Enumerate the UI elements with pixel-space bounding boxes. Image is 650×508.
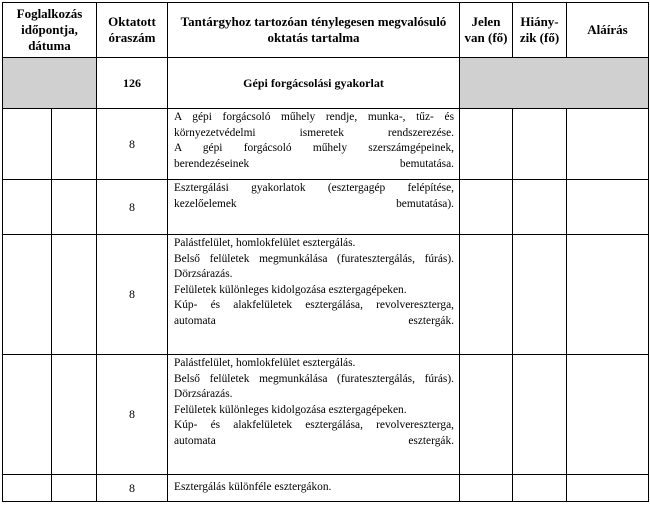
signature-cell[interactable] (567, 355, 649, 475)
date-cell[interactable] (52, 475, 97, 502)
date-cell[interactable] (3, 475, 52, 502)
hours-cell: 8 (97, 109, 168, 180)
absent-cell[interactable] (513, 235, 567, 355)
lesson-log-table (2, 2, 649, 502)
table-row (3, 180, 649, 235)
table-row (3, 475, 649, 502)
content-line: Esztergálási gyakorlatok (esztergagép felépítése, kezelőelemek bemutatása). (174, 182, 454, 210)
header-hours: Oktatott óraszám (97, 3, 168, 58)
section-blank (3, 58, 97, 109)
present-cell[interactable] (460, 109, 513, 180)
date-cell[interactable] (3, 109, 52, 180)
hours-cell: 8 (97, 475, 168, 502)
hours-cell: 8 (97, 180, 168, 235)
table-row (3, 355, 649, 475)
content-cell (168, 475, 460, 502)
signature-cell[interactable] (567, 235, 649, 355)
header-row (3, 3, 649, 58)
content-line: Esztergálás különféle esztergákon. (174, 480, 332, 493)
content-cell (168, 180, 460, 235)
section-blank-right (460, 58, 649, 109)
content-cell (168, 355, 460, 475)
header-content: Tantárgyhoz tartozóan ténylegesen megvalósuló oktatás tartalma (168, 3, 460, 58)
content-line: Belső felületek megmunkálása (furatesztergálás, fúrás). (174, 372, 454, 385)
present-cell[interactable] (460, 475, 513, 502)
content-line: Palástfelület, homlokfelület esztergálás. (174, 357, 356, 369)
absent-cell[interactable] (513, 180, 567, 235)
signature-cell[interactable] (567, 475, 649, 502)
content-line: Kúp- és alakfelületek esztergálása, revolvereszterga, automata esztergák. (174, 419, 454, 447)
content-line: Kúp- és alakfelületek esztergálása, revolvereszterga, automata esztergák. (174, 299, 454, 327)
date-cell[interactable] (52, 235, 97, 355)
content-line: Felületek különleges kidolgozása esztergagépeken. (174, 403, 407, 416)
content-line: Felületek különleges kidolgozása esztergagépeken. (174, 283, 407, 296)
content-line: Dörzsárazás. (174, 268, 233, 281)
header-signature: Aláírás (567, 3, 649, 58)
date-cell[interactable] (3, 180, 52, 235)
content-line: Belső felületek megmunkálása (furatesztergálás, fúrás). (174, 252, 454, 265)
date-cell[interactable] (52, 180, 97, 235)
hours-cell: 8 (97, 235, 168, 355)
content-cell (168, 235, 460, 355)
content-line: A gépi forgácsoló műhely szerszámgépeinek, berendezéseinek bemutatása. (174, 142, 454, 170)
absent-cell[interactable] (513, 109, 567, 180)
content-cell (168, 109, 460, 180)
absent-cell[interactable] (513, 355, 567, 475)
absent-cell[interactable] (513, 475, 567, 502)
date-cell[interactable] (52, 355, 97, 475)
section-row (3, 58, 649, 109)
date-cell[interactable] (52, 109, 97, 180)
hours-cell: 8 (97, 355, 168, 475)
section-hours: 126 (97, 58, 168, 109)
present-cell[interactable] (460, 235, 513, 355)
header-absent: Hiány-zik (fő) (513, 3, 567, 58)
table-row (3, 235, 649, 355)
signature-cell[interactable] (567, 109, 649, 180)
content-line: A gépi forgácsoló műhely rendje, munka-, tűz- és környezetvédelmi ismeretek rendszerezése. (174, 111, 454, 139)
content-line: Dörzsárazás. (174, 388, 233, 401)
present-cell[interactable] (460, 180, 513, 235)
date-cell[interactable] (3, 355, 52, 475)
table-row (3, 109, 649, 180)
section-title: Gépi forgácsolási gyakorlat (168, 58, 460, 109)
date-cell[interactable] (3, 235, 52, 355)
signature-cell[interactable] (567, 180, 649, 235)
header-date: Foglalkozás időpontja, dátuma (3, 3, 97, 58)
header-present: Jelen van (fő) (460, 3, 513, 58)
present-cell[interactable] (460, 355, 513, 475)
content-line: Palástfelület, homlokfelület esztergálás. (174, 237, 356, 249)
